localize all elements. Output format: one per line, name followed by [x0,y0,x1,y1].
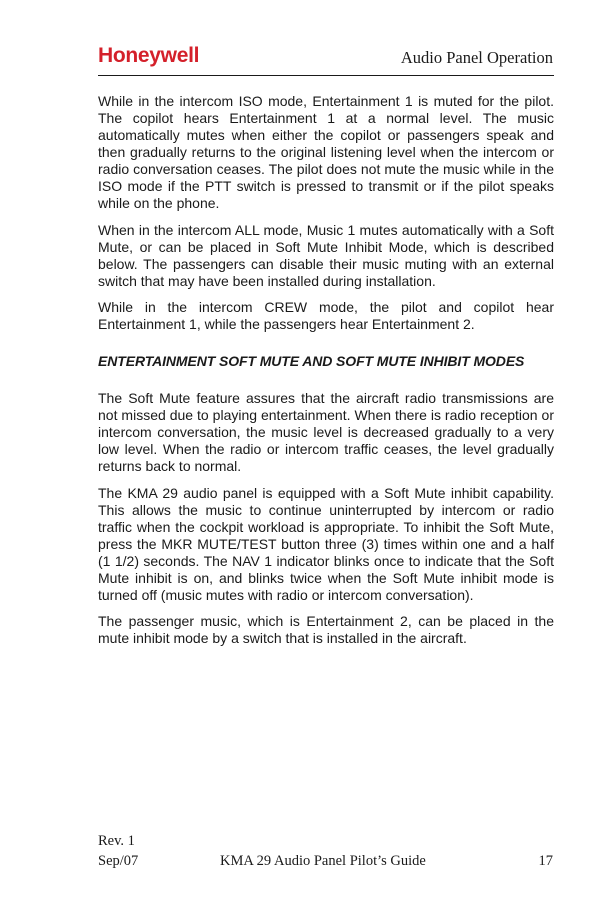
footer-date: Sep/07 [98,853,139,869]
footer-page-number: 17 [538,853,553,869]
section-title: Audio Panel Operation [400,48,553,67]
section-heading: ENTERTAINMENT SOFT MUTE AND SOFT MUTE INHIBIT MODES [98,353,525,369]
paragraph-iso-mode: While in the intercom ISO mode, Entertainment 1 is muted for the pilot. The copilot hears Entertainment 1 at a normal level. The music automatically mutes when either the copilot or passengers speak and then gradually returns to the original listening level when the intercom or radio conversation ceases. The pilot does not mute the music while in the ISO mode if the PTT switch is pressed to transmit or if the pilot speaks while on the phone. [98,93,554,211]
header-rule [98,75,554,76]
body-content [98,93,554,657]
footer-guide-title: KMA 29 Audio Panel Pilot’s Guide [220,853,426,869]
paragraph-passenger-music: The passenger music, which is Entertainment 2, can be placed in the mute inhibit mode by a switch that is installed in the aircraft. [98,613,554,646]
paragraph-all-mode: When in the intercom ALL mode, Music 1 mutes automatically with a Soft Mute, or can be placed in Soft Mute Inhibit Mode, which is described below. The passengers can disable their music muting with an external switch that may have been installed during installation. [98,221,554,289]
paragraph-crew-mode: While in the intercom CREW mode, the pilot and copilot hear Entertainment 1, while the passengers hear Entertainment 2. [98,299,554,332]
paragraph-soft-mute: The Soft Mute feature assures that the aircraft radio transmissions are not missed due to playing entertainment. When there is radio reception or intercom conversation, the music level is decreased gradually to a very low level. When the radio or intercom traffic ceases, the level gradually returns back to normal. [98,390,554,474]
honeywell-logo: Honeywell [98,44,200,67]
paragraph-soft-mute-inhibit: The KMA 29 audio panel is equipped with a Soft Mute inhibit capability. This allows the music to continue uninterrupted by intercom or radio traffic when the cockpit workload is appropriate. To inhibit the Soft Mute, press the MKR MUTE/TEST button three (3) times within one and a half (1 1/2) seconds. The NAV 1 indicator blinks once to indicate that the Soft Mute inhibit is on, and blinks twice when the Soft Mute inhibit mode is turned off (music mutes with radio or intercom conversation). [98,484,554,603]
footer-revision: Rev. 1 [98,833,135,849]
